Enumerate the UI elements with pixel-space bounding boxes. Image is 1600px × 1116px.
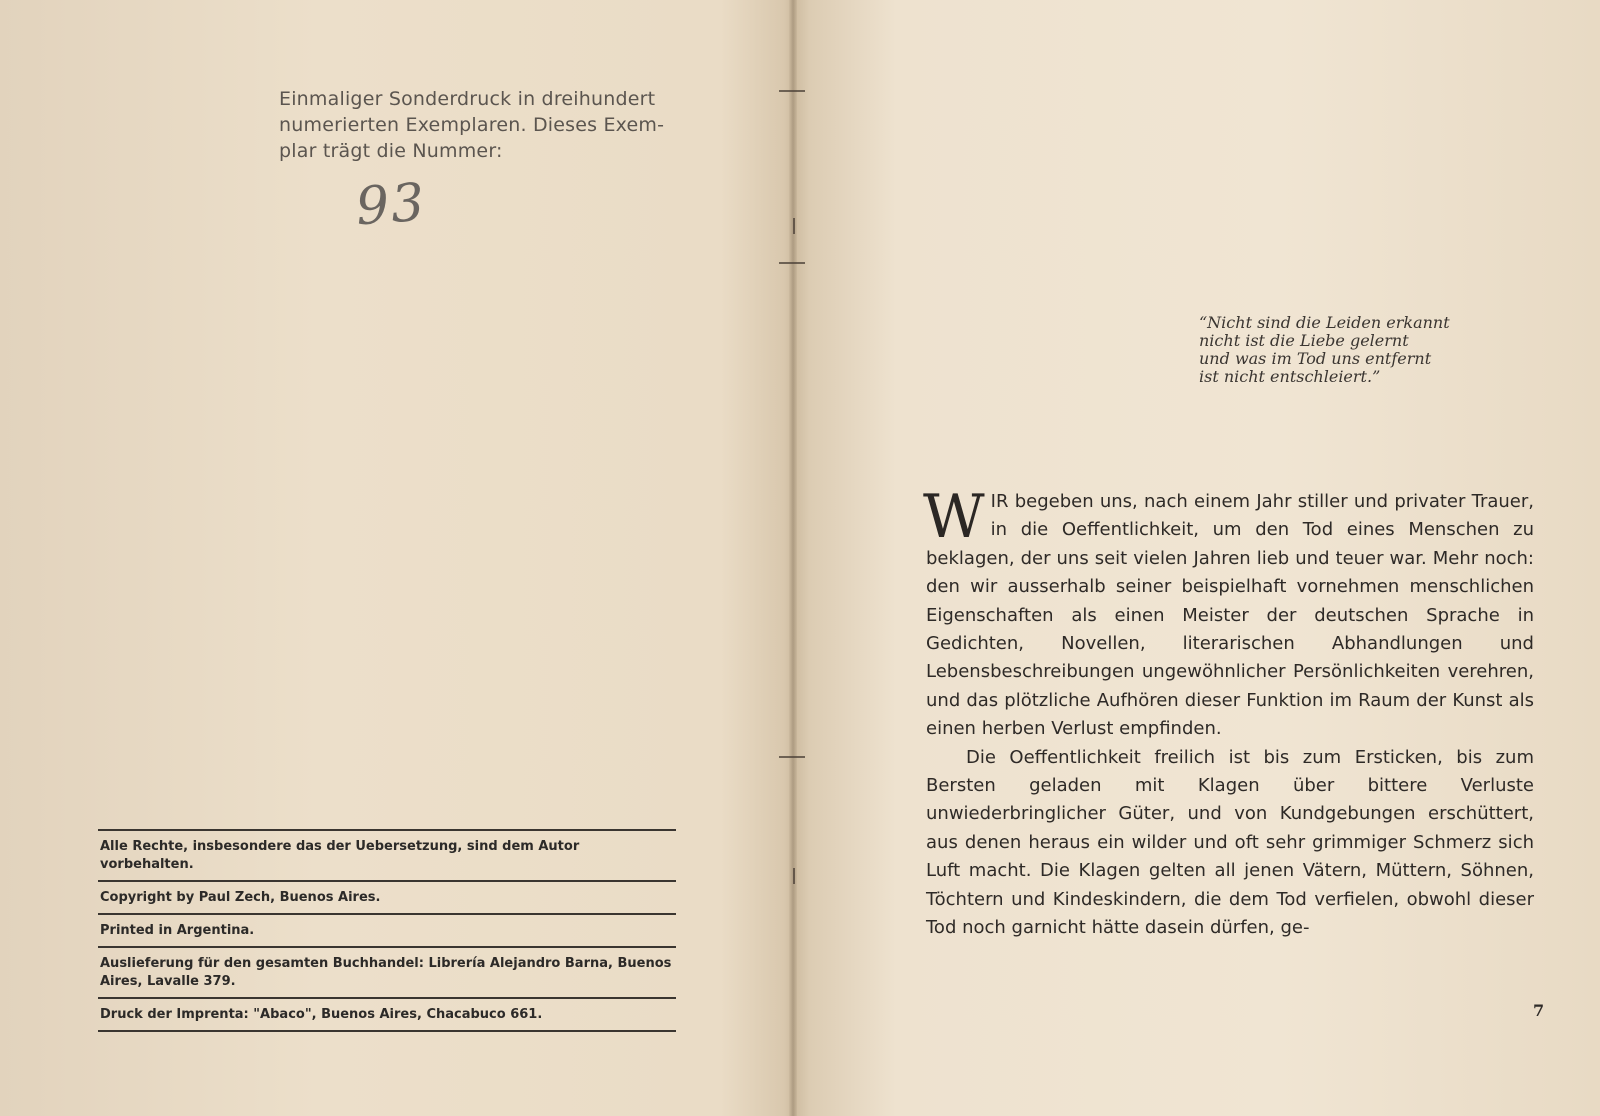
imprint-printed-in: Printed in Argentina. [98, 913, 676, 946]
left-page [0, 0, 792, 1116]
imprint-distribution: Auslieferung für den gesamten Buchhandel: Librería Alejandro Barna, Buenos Aires, Lavalle 379. [98, 946, 676, 997]
drop-cap: W [923, 482, 985, 552]
epigraph-line: “Nicht sind die Leiden erkannt [1199, 313, 1450, 332]
handwritten-copy-number: 93 [353, 172, 429, 238]
paragraph: Die Oeffentlichkeit freilich ist bis zum Ersticken, bis zum Bersten geladen mit Klagen über bittere Verluste unwiederbringlicher Güter, und von Kundgebungen erschüttert, aus denen heraus ein wilder und oft sehr grimmiger Schmerz sich Luft macht. Die Klagen gelten all jenen Vätern, Müttern, Söhnen, Töchtern und Kindeskindern, die dem Tod verfielen, obwohl dieser Tod noch garnicht hätte dasein dürfen, ge- [926, 746, 1534, 939]
page-number: 7 [1533, 1001, 1545, 1020]
paragraph [923, 482, 1534, 744]
epigraph-line: nicht ist die Liebe gelernt [1199, 331, 1409, 350]
right-page [796, 0, 1600, 1116]
binding-stitch [793, 868, 795, 884]
edition-note-line: plar trägt die Nummer: [279, 140, 503, 162]
edition-note-line: numerierten Exemplaren. Dieses Exem- [279, 114, 665, 136]
imprint-rights: Alle Rechte, insbesondere das der Uebersetzung, sind dem Autor vorbehalten. [98, 829, 676, 880]
binding-stitch [793, 218, 795, 234]
epigraph-line: und was im Tod uns entfernt [1199, 349, 1432, 368]
paragraph-text: IR begeben uns, nach einem Jahr stiller und privater Trauer, in die Oeffentlichkeit, um den Tod eines Menschen zu beklagen, der uns seit vielen Jahren lieb und teuer war. Mehr noch: den wir ausserhalb seiner beispielhaft vornehmen menschlichen Eigenschaften als einen Meister der deutschen Sprache in Gedichten, Novellen, literarischen Abhandlungen und Lebensbeschreibungen ungewöhnlicher Persönlichkeiten verehren, und das plötzliche Aufhören dieser Funktion im Raum der Kunst als einen herben Verlust empfinden. [926, 491, 1534, 740]
edition-note [279, 86, 679, 164]
epigraph [1199, 314, 1519, 386]
epigraph-line: ist nicht entschleiert.” [1199, 367, 1381, 386]
edition-note-line: Einmaliger Sonderdruck in dreihundert [279, 88, 656, 110]
imprint-block [98, 829, 676, 1032]
body-text [923, 482, 1534, 943]
imprint-copyright: Copyright by Paul Zech, Buenos Aires. [98, 880, 676, 913]
imprint-printer: Druck der Imprenta: "Abaco", Buenos Aires, Chacabuco 661. [98, 997, 676, 1032]
